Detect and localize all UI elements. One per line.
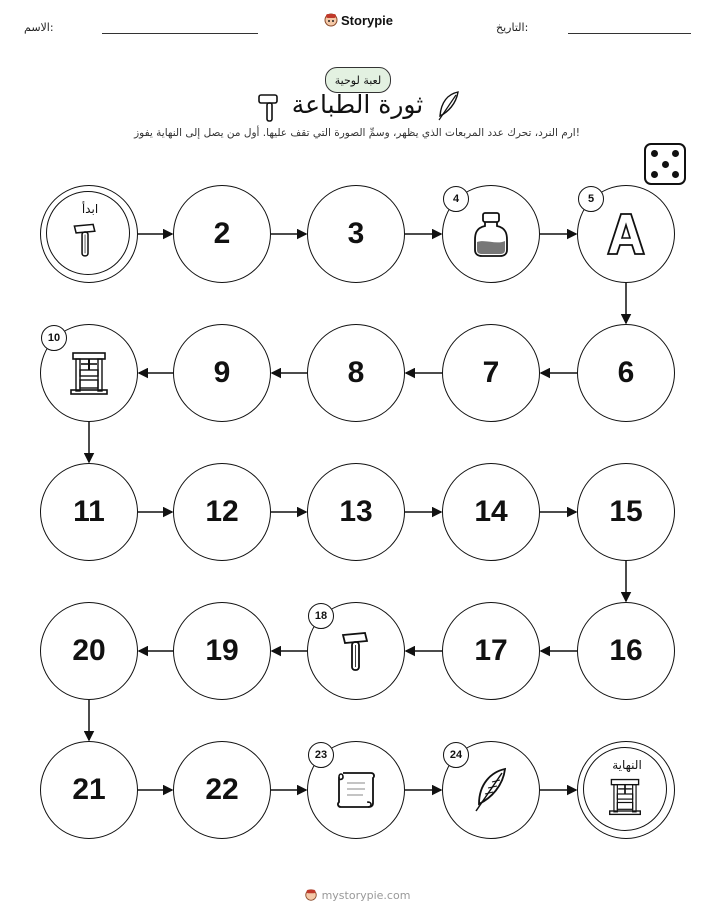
cell-number: 22 bbox=[205, 773, 239, 806]
board-cell-4 bbox=[442, 185, 540, 283]
cell-number: 15 bbox=[609, 495, 643, 528]
cell-number: 12 bbox=[205, 495, 239, 528]
cell-number: 11 bbox=[73, 495, 105, 528]
cell-number: 16 bbox=[609, 634, 643, 667]
board-cell-8 bbox=[307, 324, 405, 422]
instructions: ارم النرد، تحرك عدد المربعات الذي يظهر، وسمِّ الصورة التي تقف عليها. أول من يصل إلى النهاية يفوز! bbox=[134, 127, 580, 139]
board-cell-18 bbox=[307, 602, 405, 700]
board-cell-24 bbox=[442, 741, 540, 839]
board-cell-17 bbox=[442, 602, 540, 700]
board-cell-3 bbox=[307, 185, 405, 283]
feather-quill-icon bbox=[471, 766, 511, 814]
board-cell-5 bbox=[577, 185, 675, 283]
cell-number-badge: 18 bbox=[308, 603, 334, 629]
start-label: ابدأ bbox=[81, 202, 99, 216]
board-cell-10 bbox=[40, 324, 138, 422]
cell-number-badge: 4 bbox=[443, 186, 469, 212]
board-cell-23 bbox=[307, 741, 405, 839]
board-cell-9 bbox=[173, 324, 271, 422]
brand-name: Storypie bbox=[341, 12, 394, 28]
cell-number: 21 bbox=[72, 773, 106, 806]
board-cell-20 bbox=[40, 602, 138, 700]
board-cell-11 bbox=[40, 463, 138, 561]
cell-number: 13 bbox=[339, 495, 373, 528]
cell-number-badge: 10 bbox=[41, 325, 67, 351]
cell-number: 8 bbox=[347, 356, 365, 389]
cell-number: 17 bbox=[474, 634, 508, 667]
printing-press-icon bbox=[608, 777, 642, 820]
date-label: التاريخ: bbox=[496, 21, 529, 34]
board-cell-12 bbox=[173, 463, 271, 561]
cell-number: 14 bbox=[474, 495, 508, 528]
board-cell-21 bbox=[40, 741, 138, 839]
printing-press-icon bbox=[69, 350, 109, 396]
board-cell-14 bbox=[442, 463, 540, 561]
scroll-icon bbox=[333, 767, 379, 813]
board-cell-22 bbox=[173, 741, 271, 839]
cell-number: 7 bbox=[482, 356, 500, 389]
name-label: الاسم: bbox=[24, 21, 54, 34]
cell-number: 9 bbox=[213, 356, 231, 389]
cell-number: 3 bbox=[347, 217, 365, 250]
finish-label: النهاية bbox=[612, 758, 642, 772]
game-type-badge: لعبة لوحية bbox=[325, 67, 391, 93]
start-cell bbox=[40, 185, 138, 283]
board-cell-13 bbox=[307, 463, 405, 561]
cell-number-badge: 5 bbox=[578, 186, 604, 212]
page-title: ثورة الطباعة bbox=[291, 90, 424, 119]
cell-number: 20 bbox=[72, 634, 106, 667]
cell-number: 6 bbox=[617, 356, 635, 389]
board-cell-6 bbox=[577, 324, 675, 422]
cell-number: 2 bbox=[213, 217, 231, 250]
board-cell-19 bbox=[173, 602, 271, 700]
ink-bottle-icon bbox=[471, 210, 511, 258]
footer bbox=[0, 888, 714, 902]
footer-mascot-icon bbox=[304, 888, 318, 902]
cell-number-badge: 23 bbox=[308, 742, 334, 768]
finish-cell bbox=[577, 741, 675, 839]
footer-site: mystorypie.com bbox=[321, 888, 411, 902]
board-cell-7 bbox=[442, 324, 540, 422]
board-cell-16 bbox=[577, 602, 675, 700]
board-cell-2 bbox=[173, 185, 271, 283]
hammer-icon bbox=[71, 221, 100, 262]
cell-number-badge: 24 bbox=[443, 742, 469, 768]
hammer-icon bbox=[339, 629, 373, 673]
board-cell-15 bbox=[577, 463, 675, 561]
letter-a-icon bbox=[604, 210, 648, 258]
cell-number: 19 bbox=[205, 634, 239, 667]
